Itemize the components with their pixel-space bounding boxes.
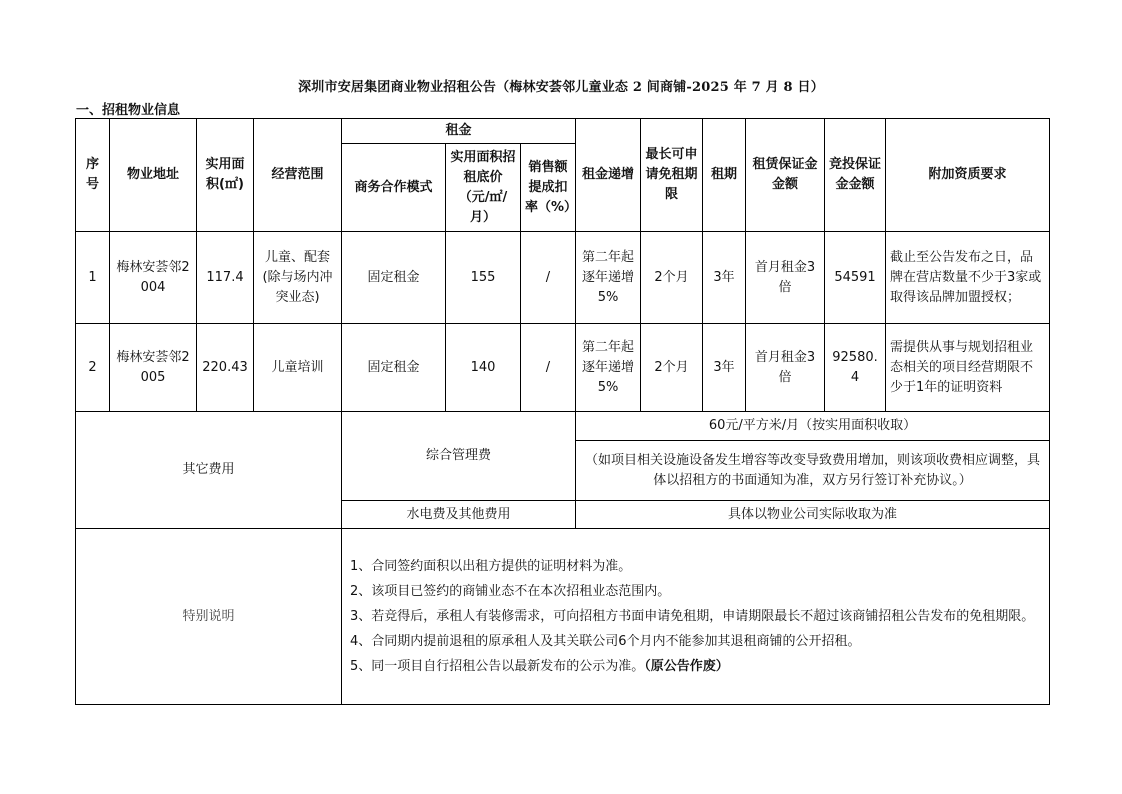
table-row — [76, 232, 1050, 324]
cell-increase: 第二年起逐年递增5% — [576, 232, 641, 324]
cell-bid-deposit: 54591 — [825, 232, 886, 324]
header-increase: 租金递增 — [576, 119, 641, 232]
cell-term: 3年 — [703, 324, 746, 412]
cell-requirements: 需提供从事与规划招租业态相关的项目经营期限不少于1年的证明资料 — [886, 324, 1050, 412]
cell-mode: 固定租金 — [342, 324, 446, 412]
header-seq: 序号 — [76, 119, 110, 232]
cell-area: 220.43 — [197, 324, 254, 412]
cell-mode: 固定租金 — [342, 232, 446, 324]
special-note-item: 1、合同签约面积以出租方提供的证明材料为准。 — [350, 558, 632, 574]
section-heading: 一、招租物业信息 — [76, 103, 181, 118]
rental-info-table — [75, 118, 1050, 705]
header-address: 物业地址 — [110, 119, 197, 232]
cell-commission: / — [521, 232, 576, 324]
header-bid-deposit: 竞投保证金金额 — [825, 119, 886, 232]
special-note-bold-suffix: （原公告作废） — [644, 658, 729, 674]
cell-increase: 第二年起逐年递增5% — [576, 324, 641, 412]
cell-deposit: 首月租金3倍 — [746, 232, 825, 324]
header-requirements: 附加资质要求 — [886, 119, 1050, 232]
cell-address: 梅林安荟邻2004 — [110, 232, 197, 324]
mgmt-fee-rate: 60元/平方米/月（按实用面积收取） — [576, 412, 1050, 441]
header-rent-group: 租金 — [342, 119, 576, 144]
table-row — [76, 324, 1050, 412]
header-term: 租期 — [703, 119, 746, 232]
cell-area: 117.4 — [197, 232, 254, 324]
cell-base-price: 155 — [446, 232, 521, 324]
header-mode: 商务合作模式 — [342, 144, 446, 232]
cell-deposit: 首月租金3倍 — [746, 324, 825, 412]
cell-seq: 2 — [76, 324, 110, 412]
special-notes-row — [76, 529, 1050, 705]
header-commission: 销售额提成扣率（%） — [521, 144, 576, 232]
mgmt-fee-label: 综合管理费 — [342, 412, 576, 501]
cell-commission: / — [521, 324, 576, 412]
cell-scope: 儿童培训 — [254, 324, 342, 412]
special-note-item — [350, 655, 1041, 679]
other-fees-label: 其它费用 — [76, 412, 342, 529]
page-title: 深圳市安居集团商业物业招租公告（梅林安荟邻儿童业态 2 间商铺-2025 年 7 月 8 日） — [298, 80, 824, 95]
special-note-item: 4、合同期内提前退租的原承租人及其关联公司6个月内不能参加其退租商铺的公开招租。 — [350, 633, 861, 649]
mgmt-fee-note: （如项目相关设施设备发生增容等改变导致费用增加，则该项收费相应调整，具体以招租方的书面通知为准，双方另行签订补充协议。） — [576, 441, 1050, 501]
cell-term: 3年 — [703, 232, 746, 324]
utility-fee-label: 水电费及其他费用 — [342, 501, 576, 529]
header-row-1 — [76, 119, 1050, 144]
header-area: 实用面积(㎡) — [197, 119, 254, 232]
cell-bid-deposit: 92580.4 — [825, 324, 886, 412]
special-note-text: 5、同一项目自行招租公告以最新发布的公示为准。 — [350, 658, 645, 674]
cell-base-price: 140 — [446, 324, 521, 412]
cell-free-period: 2个月 — [641, 232, 703, 324]
header-free-period: 最长可申请免租期限 — [641, 119, 703, 232]
cell-seq: 1 — [76, 232, 110, 324]
header-deposit: 租赁保证金金额 — [746, 119, 825, 232]
special-note-item: 2、该项目已签约的商铺业态不在本次招租业态范围内。 — [350, 583, 671, 599]
header-base-price: 实用面积招租底价（元/㎡/月） — [446, 144, 521, 232]
other-fees-row — [76, 412, 1050, 441]
cell-free-period: 2个月 — [641, 324, 703, 412]
special-note-item: 3、若竞得后，承租人有装修需求，可向招租方书面申请免租期，申请期限最长不超过该商铺招租公告发布的免租期限。 — [350, 608, 1035, 624]
cell-requirements: 截止至公告发布之日，品牌在营店数量不少于3家或取得该品牌加盟授权； — [886, 232, 1050, 324]
utility-fee-value: 具体以物业公司实际收取为准 — [576, 501, 1050, 529]
cell-address: 梅林安荟邻2005 — [110, 324, 197, 412]
header-scope: 经营范围 — [254, 119, 342, 232]
special-notes-label: 特别说明 — [76, 529, 342, 705]
special-notes-list — [342, 529, 1050, 705]
cell-scope: 儿童、配套(除与场内冲突业态) — [254, 232, 342, 324]
